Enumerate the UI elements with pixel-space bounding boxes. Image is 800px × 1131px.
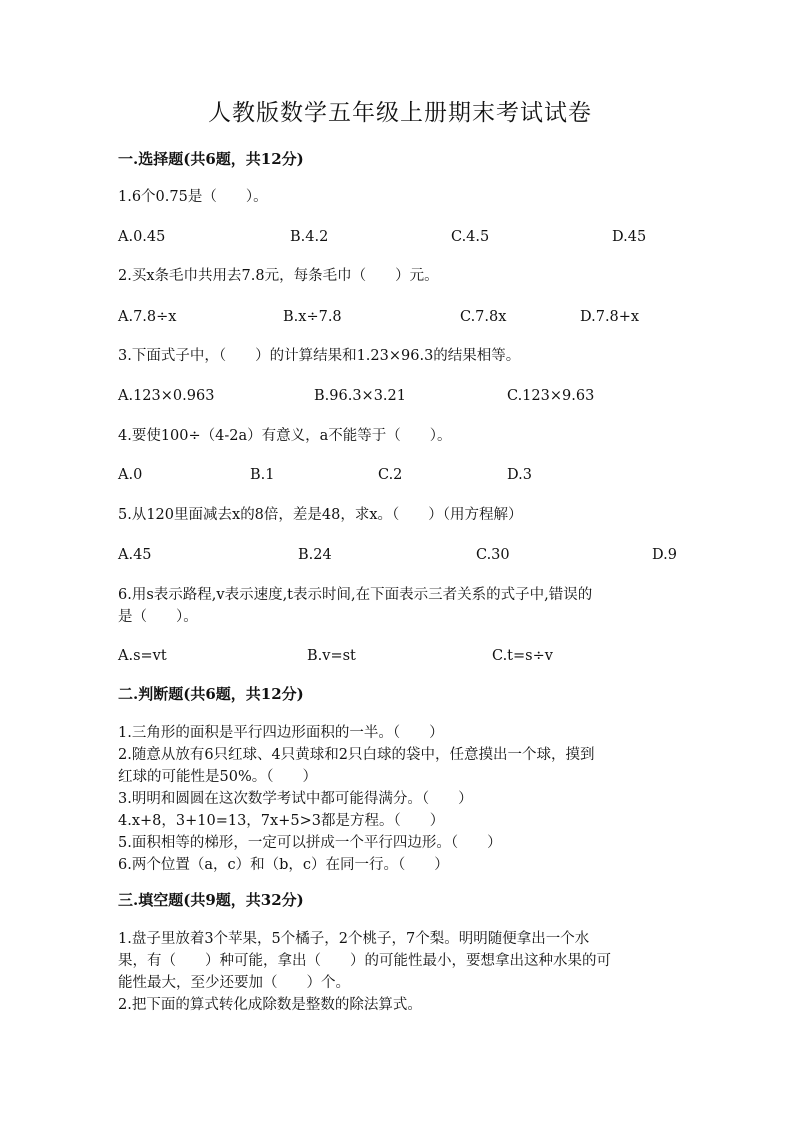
option-b: B.1 xyxy=(250,467,275,483)
option-d: D.3 xyxy=(507,467,532,483)
options-1-6 xyxy=(118,645,688,667)
section-heading-judgement: 二.判断题(共6题，共12分) xyxy=(118,685,304,703)
judgement-item: 1.三角形的面积是平行四边形面积的一半。（ ） xyxy=(118,725,444,741)
option-a: A.45 xyxy=(118,547,152,563)
question-1-1: 1.6个0.75是（ ）。 xyxy=(118,189,268,205)
option-a: A.0.45 xyxy=(118,229,166,245)
option-a: A.7.8÷x xyxy=(118,309,177,325)
page-title: 人教版数学五年级上册期末考试试卷 xyxy=(208,100,592,126)
options-1-5 xyxy=(118,544,688,566)
judgement-item: 4.x+8，3+10=13，7x+5>3都是方程。（ ） xyxy=(118,813,445,829)
section-heading-fill-blank: 三.填空题(共9题，共32分) xyxy=(118,891,304,909)
option-c: C.t=s÷v xyxy=(492,648,553,664)
judgement-item: 6.两个位置（a，c）和（b，c）在同一行。（ ） xyxy=(118,857,449,873)
option-c: C.4.5 xyxy=(451,229,490,245)
question-1-6 xyxy=(118,584,688,628)
option-b: B.x÷7.8 xyxy=(283,309,342,325)
options-1-3 xyxy=(118,385,688,407)
question-1-5: 5.从120里面减去x的8倍，差是48，求x。（ ）（用方程解） xyxy=(118,507,523,523)
fill-blank-line: 2.把下面的算式转化成除数是整数的除法算式。 xyxy=(118,997,422,1013)
option-b: B.v=st xyxy=(307,648,356,664)
fill-blank-list xyxy=(118,928,688,1016)
question-1-4: 4.要使100÷（4-2a）有意义，a不能等于（ ）。 xyxy=(118,428,452,444)
option-b: B.96.3×3.21 xyxy=(314,388,406,404)
question-line: 是（ ）。 xyxy=(118,609,198,625)
question-1-2: 2.买x条毛巾共用去7.8元，每条毛巾（ ）元。 xyxy=(118,268,439,284)
option-d: D.7.8+x xyxy=(580,309,640,325)
question-line: 6.用s表示路程,v表示速度,t表示时间,在下面表示三者关系的式子中,错误的 xyxy=(118,587,593,603)
judgement-item: 2.随意从放有6只红球、4只黄球和2只白球的袋中，任意摸出一个球，摸到 xyxy=(118,747,595,763)
option-d: D.45 xyxy=(612,229,647,245)
section-heading-choice: 一.选择题(共6题，共12分) xyxy=(118,150,304,168)
option-a: A.123×0.963 xyxy=(118,388,215,404)
option-b: B.24 xyxy=(298,547,332,563)
judgement-item: 3.明明和圆圆在这次数学考试中都可能得满分。（ ） xyxy=(118,791,473,807)
fill-blank-line: 1.盘子里放着3个苹果，5个橘子，2个桃子，7个梨。明明随便拿出一个水 xyxy=(118,931,590,947)
option-c: C.30 xyxy=(476,547,510,563)
fill-blank-line: 果，有（ ）种可能，拿出（ ）的可能性最小，要想拿出这种水果的可 xyxy=(118,953,611,969)
option-d: D.9 xyxy=(652,547,677,563)
judgement-item: 5.面积相等的梯形，一定可以拼成一个平行四边形。（ ） xyxy=(118,835,502,851)
option-c: C.2 xyxy=(378,467,403,483)
fill-blank-line: 能性最大，至少还要加（ ）个。 xyxy=(118,975,350,991)
options-1-4 xyxy=(118,464,688,486)
option-a: A.s=vt xyxy=(118,648,167,664)
judgement-list xyxy=(118,722,688,876)
judgement-item: 红球的可能性是50%。（ ） xyxy=(118,769,317,785)
option-c: C.123×9.63 xyxy=(507,388,595,404)
option-b: B.4.2 xyxy=(290,229,329,245)
options-1-2 xyxy=(118,306,688,328)
option-c: C.7.8x xyxy=(460,309,507,325)
option-a: A.0 xyxy=(118,467,143,483)
options-1-1 xyxy=(118,226,688,248)
question-1-3: 3.下面式子中，（ ）的计算结果和1.23×96.3的结果相等。 xyxy=(118,348,521,364)
